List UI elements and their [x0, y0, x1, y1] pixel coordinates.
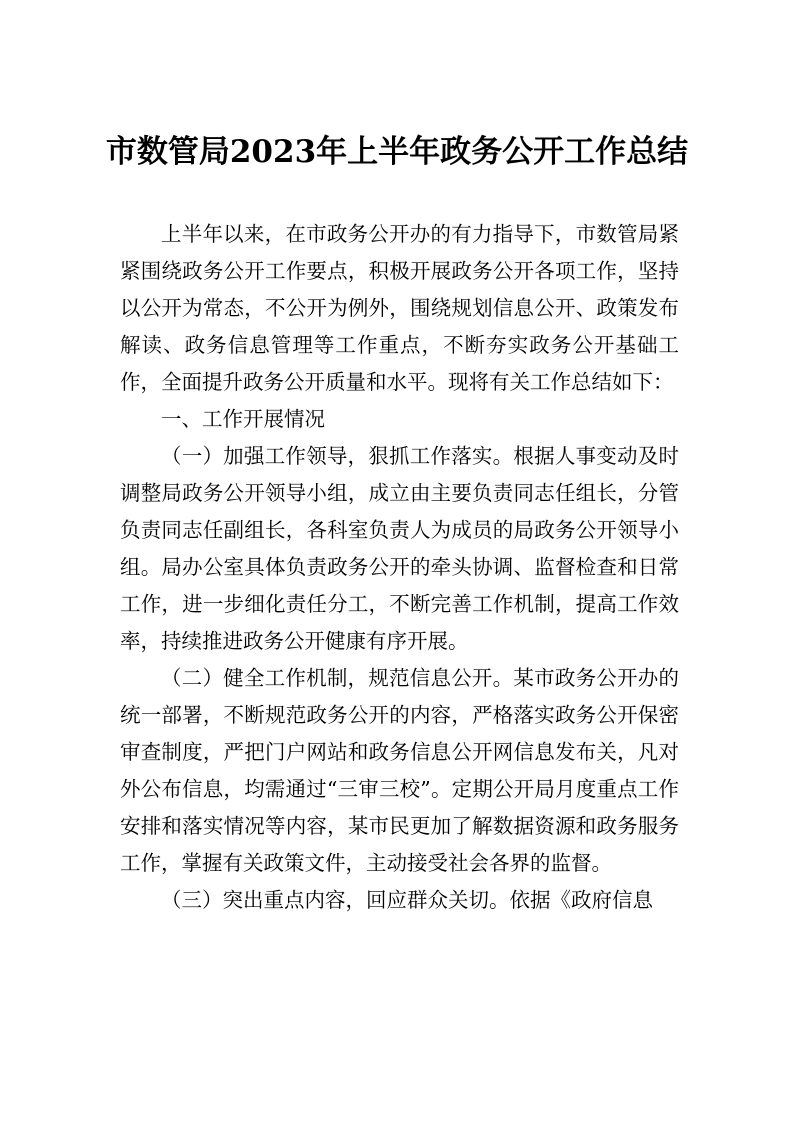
paragraph-item-1: （一）加强工作领导，狠抓工作落实。根据人事变动及时调整局政务公开领导小组，成立由主要负责同志任组长，分管负责同志任副组长，各科室负责人为成员的局政务公开领导小组。局办公室具体负责政务公开的牵头协调、监督检查和日常工作，进一步细化责任分工，不断完善工作机制，提高工作效率，持续推进政务公开健康有序开展。 — [120, 444, 679, 653]
paragraph-intro: 上半年以来，在市政务公开办的有力指导下，市数管局紧紧围绕政务公开工作要点，积极开展政务公开各项工作，坚持以公开为常态，不公开为例外，围绕规划信息公开、政策发布解读、政务信息管理等工作重点，不断夯实政务公开基础工作，全面提升政务公开质量和水平。现将有关工作总结如下： — [120, 222, 679, 394]
section-heading: 一、工作开展情况 — [161, 407, 325, 431]
document-title: 市数管局2023年上半年政务公开工作总结 — [105, 134, 689, 170]
paragraph-item-2: （二）健全工作机制，规范信息公开。某市政务公开办的统一部署，不断规范政务公开的内容，严格落实政务公开保密审查制度，严把门户网站和政务信息公开网信息发布关，凡对外公布信息，均需通过“三审三校”。定期公开局月度重点工作安排和落实情况等内容，某市民更加了解数据资源和政务服务工作，掌握有关政策文件，主动接受社会各界的监督。 — [120, 666, 679, 875]
document-body — [120, 216, 679, 919]
paragraph-item-3: （三）突出重点内容，回应群众关切。依据《政府信息 — [161, 888, 653, 912]
